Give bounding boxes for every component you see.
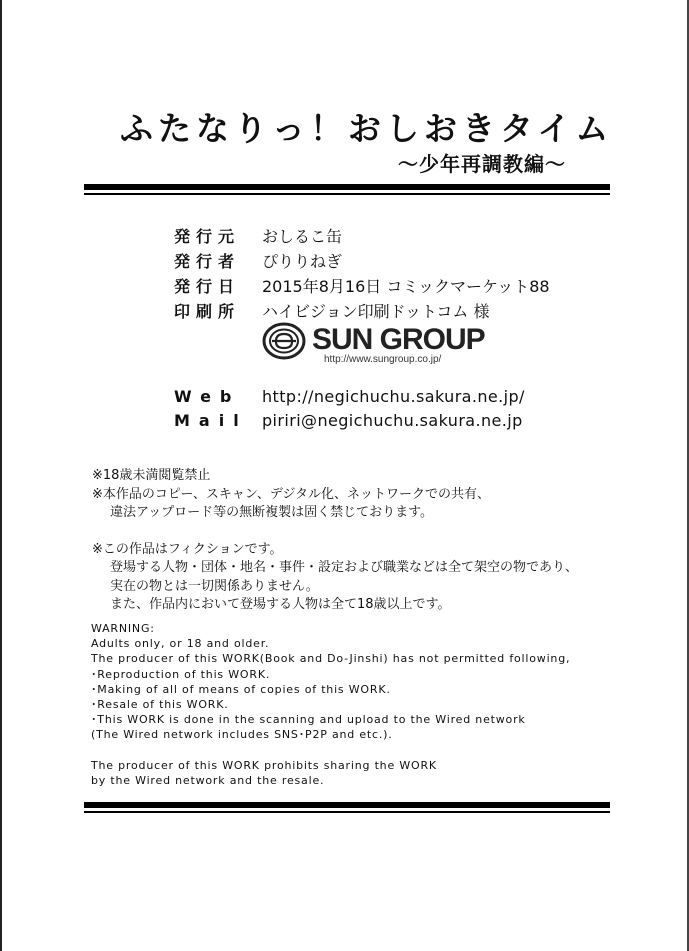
warning-line: ･This WORK is done in the scanning and upload to the Wired network: [91, 713, 526, 727]
sun-group-logo: [262, 321, 502, 367]
sun-group-mark-icon: [262, 321, 306, 361]
colophon-value: おしるこ缶: [262, 227, 343, 246]
colophon-value: ぴりりねぎ: [262, 252, 343, 271]
top-divider-thick: [84, 184, 610, 190]
english-warning: [91, 621, 651, 788]
colophon-label: 印刷所: [174, 302, 241, 321]
book-title: ふたなりっ！おしおきタイム: [120, 109, 614, 148]
warning-line: ･Making of all of means of copies of this WORK.: [91, 682, 391, 696]
japanese-notices: [92, 467, 652, 615]
bottom-divider-thin: [84, 811, 610, 813]
spacer: [92, 523, 652, 541]
warning-line: by the Wired network and the resale.: [91, 773, 325, 787]
logo-url: http://www.sungroup.co.jp/: [324, 354, 442, 365]
mail-address: piriri@negichuchu.sakura.ne.jp: [262, 411, 523, 430]
web-label: Web: [174, 387, 241, 406]
colophon-label: 発行日: [174, 277, 241, 296]
notice-line: ※本作品のコピー、スキャン、デジタル化、ネットワークでの共有、: [92, 486, 491, 502]
warning-line: WARNING:: [91, 622, 155, 635]
notice-line: 実在の物とは一切関係ありません。: [110, 578, 319, 594]
top-divider-thin: [84, 193, 610, 195]
colophon-value: ハイビジョン印刷ドットコム 様: [262, 302, 490, 321]
logo-wordmark: SUN GROUP: [312, 323, 485, 356]
colophon-label: 発行元: [174, 227, 241, 246]
warning-line: The producer of this WORK prohibits sharing the WORK: [91, 758, 437, 772]
colophon-value: 2015年8月16日 コミックマーケット88: [262, 277, 550, 296]
book-subtitle: ～少年再調教編～: [398, 152, 566, 176]
warning-line: The producer of this WORK(Book and Do-Jinshi) has not permitted following,: [91, 652, 571, 666]
web-url: http://negichuchu.sakura.ne.jp/: [262, 387, 525, 406]
notice-line: ※18歳未満閲覧禁止: [92, 468, 211, 483]
mail-label: Mail: [174, 411, 248, 430]
bottom-divider-thick: [84, 802, 610, 808]
colophon-label: 発行者: [174, 252, 241, 271]
warning-line: Adults only, or 18 and older.: [91, 637, 270, 651]
warning-line: (The Wired network includes SNS･P2P and etc.).: [91, 728, 393, 742]
notice-line: また、作品内において登場する人物は全て18歳以上です。: [110, 597, 451, 612]
notice-line: ※この作品はフィクションです。: [92, 541, 283, 557]
notice-line: 違法アップロード等の無断複製は固く禁じております。: [110, 505, 434, 520]
spacer: [91, 743, 651, 758]
notice-line: 登場する人物・団体・地名・事件・設定および職業などは全て架空の物であり、: [110, 560, 579, 575]
warning-line: ･Reproduction of this WORK.: [91, 667, 271, 681]
warning-line: ･Resale of this WORK.: [91, 698, 229, 712]
